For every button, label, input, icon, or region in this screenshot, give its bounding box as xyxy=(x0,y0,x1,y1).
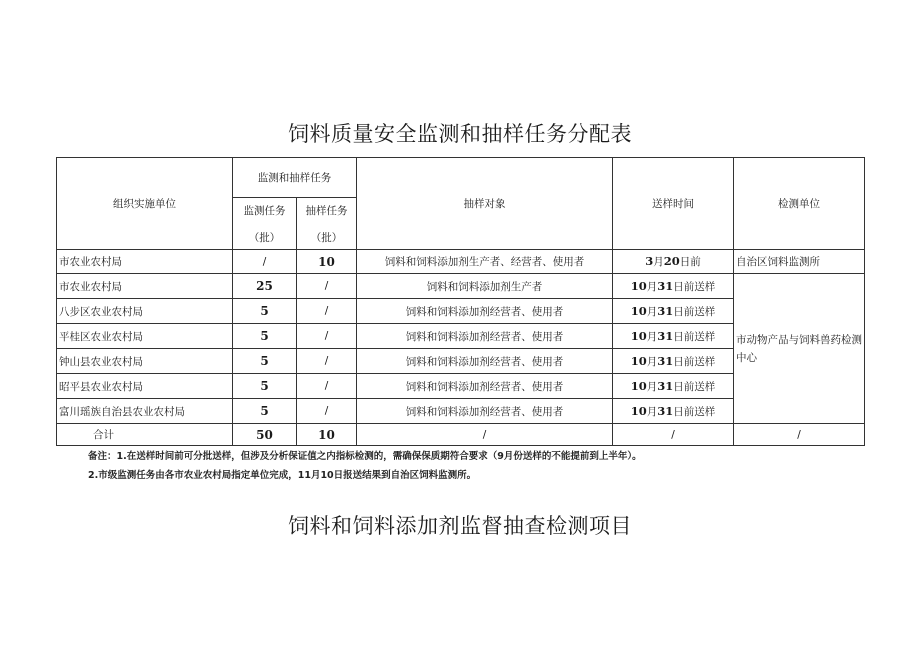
cell-monitor: 5 xyxy=(233,374,297,399)
time-month: 10 xyxy=(630,353,647,368)
header-monitor-task xyxy=(233,198,297,250)
cell-sample: / xyxy=(297,399,357,424)
cell-time xyxy=(613,250,734,274)
time-day: 31 xyxy=(657,328,674,343)
cell-object: 饲料和饲料添加剂经营者、使用者 xyxy=(357,349,613,374)
cell-org: 平桂区农业农村局 xyxy=(57,324,233,349)
time-month-unit: 月 xyxy=(646,330,658,343)
table-row xyxy=(57,274,865,299)
cell-org: 市农业农村局 xyxy=(57,274,233,299)
time-month-unit: 月 xyxy=(653,256,664,268)
time-suffix: 日前送样 xyxy=(673,330,716,343)
time-day: 31 xyxy=(657,303,674,318)
total-row xyxy=(57,424,865,446)
total-object: / xyxy=(357,424,613,446)
cell-org: 八步区农业农村局 xyxy=(57,299,233,324)
table-row xyxy=(57,250,865,274)
cell-time xyxy=(613,299,734,324)
cell-monitor: 5 xyxy=(233,324,297,349)
cell-time xyxy=(613,374,734,399)
cell-sample: / xyxy=(297,349,357,374)
cell-object: 饲料和饲料添加剂经营者、使用者 xyxy=(357,324,613,349)
section-title: 饲料和饲料添加剂监督抽查检测项目 xyxy=(288,514,632,538)
time-month-unit: 月 xyxy=(646,280,658,293)
time-suffix: 日前送样 xyxy=(673,380,716,393)
cell-time xyxy=(613,399,734,424)
header-lab: 检测单位 xyxy=(734,158,865,250)
header-sample-line1: 抽样任务 xyxy=(305,204,348,217)
note-line-2: 2.市级监测任务由各市农业农村局指定单位完成，11月10日报送结果到自治区饲料监测所。 xyxy=(88,470,477,481)
time-day: 31 xyxy=(657,403,674,418)
header-time: 送样时间 xyxy=(613,158,734,250)
time-month: 10 xyxy=(630,303,647,318)
cell-monitor: / xyxy=(233,250,297,274)
cell-object: 饲料和饲料添加剂生产者、经营者、使用者 xyxy=(357,250,613,274)
time-day: 31 xyxy=(657,378,674,393)
note-line-1: 备注：1.在送样时间前可分批送样，但涉及分析保证值之内指标检测的，需确保保质期符合要求（9月份送样的不能提前到上半年）。 xyxy=(88,451,642,462)
cell-monitor: 5 xyxy=(233,299,297,324)
cell-lab: 自治区饲料监测所 xyxy=(734,250,865,274)
total-time: / xyxy=(613,424,734,446)
time-month-unit: 月 xyxy=(646,355,658,368)
page-title: 饲料质量安全监测和抽样任务分配表 xyxy=(288,122,632,146)
time-suffix: 日前送样 xyxy=(673,305,716,318)
header-org: 组织实施单位 xyxy=(57,158,233,250)
cell-sample: / xyxy=(297,374,357,399)
time-suffix: 日前送样 xyxy=(673,355,716,368)
cell-sample: / xyxy=(297,299,357,324)
header-object: 抽样对象 xyxy=(357,158,613,250)
header-task-group: 监测和抽样任务 xyxy=(233,158,357,198)
cell-time xyxy=(613,349,734,374)
header-sample-line2: （批） xyxy=(310,231,343,244)
time-month-unit: 月 xyxy=(646,405,658,418)
time-month: 10 xyxy=(630,378,647,393)
cell-object: 饲料和饲料添加剂经营者、使用者 xyxy=(357,399,613,424)
cell-object: 饲料和饲料添加剂经营者、使用者 xyxy=(357,299,613,324)
time-day: 20 xyxy=(663,254,680,268)
cell-org: 市农业农村局 xyxy=(57,250,233,274)
time-suffix: 日前送样 xyxy=(673,405,716,418)
cell-lab: 市动物产品与饲料兽药检测中心 xyxy=(734,274,865,424)
time-suffix: 日前 xyxy=(679,256,701,268)
cell-monitor: 5 xyxy=(233,349,297,374)
cell-object: 饲料和饲料添加剂经营者、使用者 xyxy=(357,374,613,399)
time-month: 10 xyxy=(630,278,647,293)
time-month-unit: 月 xyxy=(646,305,658,318)
time-suffix: 日前送样 xyxy=(673,280,716,293)
cell-sample: / xyxy=(297,324,357,349)
time-month: 10 xyxy=(630,328,647,343)
header-monitor-line2: （批） xyxy=(248,231,281,244)
cell-org: 钟山县农业农村局 xyxy=(57,349,233,374)
header-monitor-line1: 监测任务 xyxy=(243,204,286,217)
time-day: 31 xyxy=(657,353,674,368)
time-month: 3 xyxy=(645,254,654,268)
total-monitor: 50 xyxy=(233,424,297,446)
allocation-table xyxy=(56,157,865,446)
cell-object: 饲料和饲料添加剂生产者 xyxy=(357,274,613,299)
cell-sample: / xyxy=(297,274,357,299)
cell-time xyxy=(613,274,734,299)
total-label: 合计 xyxy=(57,424,233,446)
cell-time xyxy=(613,324,734,349)
time-day: 31 xyxy=(657,278,674,293)
total-lab: / xyxy=(734,424,865,446)
time-month-unit: 月 xyxy=(646,380,658,393)
cell-sample: 10 xyxy=(297,250,357,274)
cell-org: 昭平县农业农村局 xyxy=(57,374,233,399)
total-sample: 10 xyxy=(297,424,357,446)
cell-monitor: 5 xyxy=(233,399,297,424)
cell-org: 富川瑶族自治县农业农村局 xyxy=(57,399,233,424)
cell-monitor: 25 xyxy=(233,274,297,299)
header-sample-task xyxy=(297,198,357,250)
time-month: 10 xyxy=(630,403,647,418)
